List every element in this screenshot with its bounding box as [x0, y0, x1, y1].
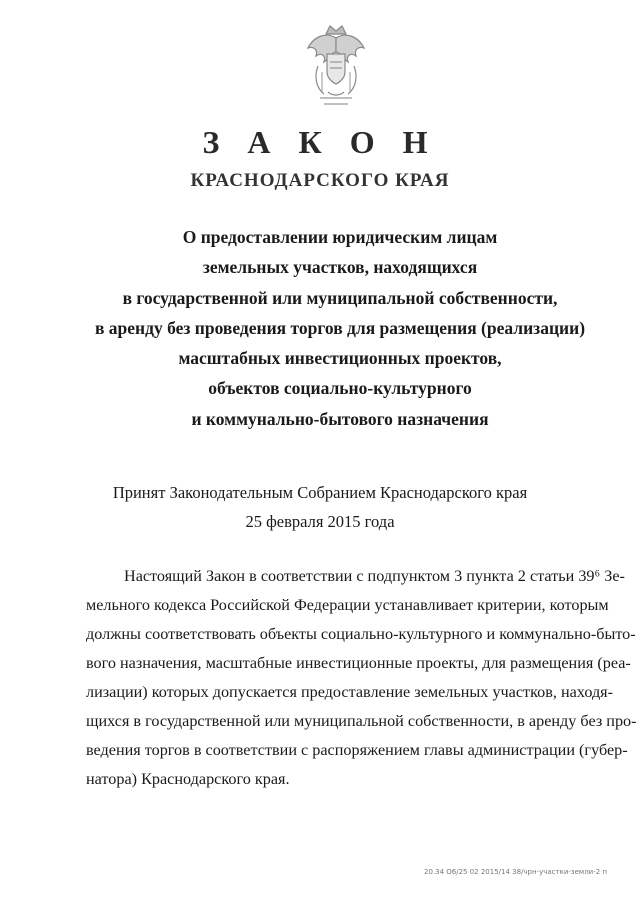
subject-line: О предоставлении юридическим лицам — [182, 227, 498, 247]
body-line: мельного кодекса Российской Федерации устанавливает критерии, которым — [86, 596, 609, 614]
subject-line: и коммунально-бытового назначения — [191, 408, 489, 429]
subject-line: земельных участков, находящихся — [202, 257, 478, 278]
body-line: лизации) которых допускается предоставление земельных участков, находя- — [86, 683, 614, 701]
adopted-by: Принят Законодательным Собранием Краснодарского края — [112, 483, 528, 502]
adopted-date: 25 февраля 2015 года — [245, 512, 395, 531]
body-line: натора) Краснодарского края. — [86, 770, 290, 788]
body-line: Настоящий Закон в соответствии с подпунктом 3 пункта 2 статьи 39⁶ Зе- — [124, 567, 625, 585]
body-line: ведения торгов в соответствии с распоряжением главы администрации (губер- — [86, 741, 628, 759]
adoption-info — [0, 478, 640, 536]
law-subject — [60, 222, 620, 434]
document-title: З А К О Н — [202, 124, 438, 160]
coat-of-arms-icon — [300, 22, 372, 112]
subject-line: в государственной или муниципальной собственности, — [122, 287, 558, 308]
subject-line: масштабных инвестиционных проектов, — [178, 348, 502, 369]
footer-document-code: 20.34 О6/25 02 2015/14 38/чрн-участки-земли-2 п — [424, 868, 608, 876]
document-region: КРАСНОДАРСКОГО КРАЯ — [190, 170, 450, 191]
body-paragraph — [86, 562, 637, 794]
subject-line: объектов социально-культурного — [208, 378, 472, 399]
subject-line: в аренду без проведения торгов для размещения (реализации) — [94, 317, 586, 338]
body-line: вого назначения, масштабные инвестиционные проекты, для размещения (реа- — [86, 654, 631, 672]
body-line: должны соответствовать объекты социально-культурного и коммунально-быто- — [86, 625, 636, 643]
body-line: щихся в государственной или муниципальной собственности, в аренду без про- — [86, 712, 637, 730]
